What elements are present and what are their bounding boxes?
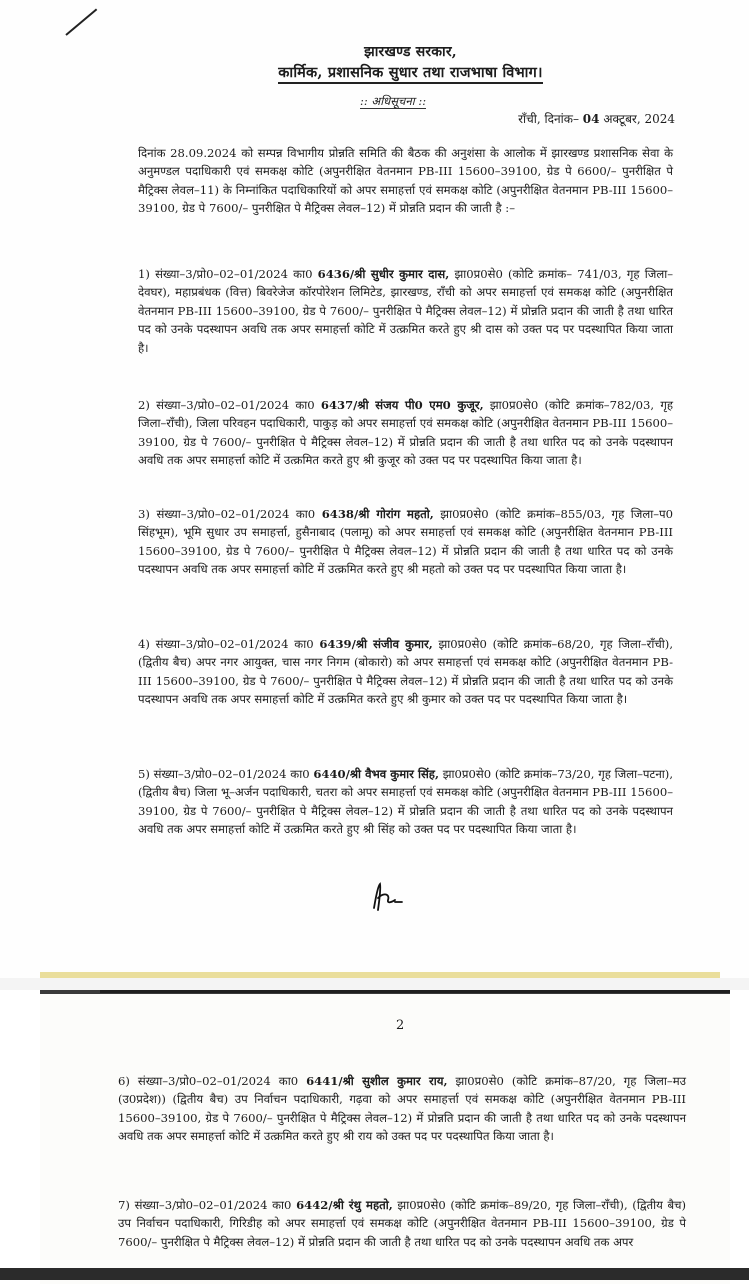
page-edge — [100, 990, 730, 993]
item-text: झा0प्र0से0 (कोटि क्रमांक–89/20, गृह जिला–राँची), (द्वितीय बैच) उप निर्वाचन पदाधिकारी, गिरिडीह को अपर समाहर्त्ता एवं समकक्ष कोटि (अपुनरीक्षित वेतनमान PB-III 15600–39100, ग्रेड पे 7600/– पुनरीक्षित पे मैट्रिक्स लेवल–12) में प्रोन्नति प्रदान की जाती है तथा धारित पद को उनके पदस्थापन अवधि तक अपर — [118, 1198, 686, 1249]
item-officer: 6436/श्री सुधीर कुमार दास, — [317, 267, 450, 281]
intro-paragraph: दिनांक 28.09.2024 को सम्पन्न विभागीय प्रोन्नति समिति की बैठक की अनुशंसा के आलोक में झारखण्ड प्रशासनिक सेवा के अनुमण्डल पदाधिकारी एवं समकक्ष कोटि (अपुनरीक्षित वेतनमान PB-III 15600–39100, ग्रेड पे 6600/– पुनरीक्षित पे मैट्रिक्स लेवल–11) के निम्नांकित पदाधिकारियों को अपर समाहर्त्ता एवं समकक्ष कोटि (अपुनरीक्षित वेतनमान PB-III 15600–39100, ग्रेड पे 7600/– पुनरीक्षित पे मैट्रिक्स लेवल–12) में प्रोन्नति प्रदान की जाती है :– — [138, 146, 673, 216]
item-lead: 3) संख्या–3/प्रो0–02–01/2024 का0 — [138, 507, 322, 521]
order-item-3 — [138, 505, 673, 579]
item-officer: 6441/श्री सुशील कुमार राय, — [306, 1074, 448, 1088]
heading-department-text: कार्मिक, प्रशासनिक सुधार तथा राजभाषा विभाग। — [278, 64, 542, 84]
page-number: 2 — [396, 1018, 405, 1033]
place-date — [518, 110, 675, 127]
item-text: झा0प्र0से0 (कोटि क्रमांक–73/20, गृह जिला–पटना), (द्वितीय बैच) जिला भू–अर्जन पदाधिकारी, चतरा को अपर समाहर्त्ता एवं समकक्ष कोटि (अपुनरीक्षित वेतनमान PB-III 15600–39100, ग्रेड पे 7600/– पुनरीक्षित पे मैट्रिक्स लेवल–12) में प्रोन्नति प्रदान की जाती है तथा धारित पद को उनके पदस्थापन अवधि तक अपर समाहर्त्ता कोटि में उत्क्रमित करते हुए श्री सिंह को उक्त पद पर पदस्थापित किया जाता है। — [138, 767, 674, 837]
item-text: झा0प्र0से0 (कोटि क्रमांक–782/03, गृह जिला–राँची), जिला परिवहन पदाधिकारी, पाकुड़ को अपर समाहर्त्ता एवं समकक्ष कोटि (अपुनरीक्षित वेतनमान PB-III 15600–39100, ग्रेड पे 7600/– पुनरीक्षित पे मैट्रिक्स लेवल–12) में प्रोन्नति प्रदान की जाती है तथा धारित पद को उनके पदस्थापन अवधि तक अपर समाहर्त्ता कोटि में उत्क्रमित करते हुए श्री कुजूर को उक्त पद पर पदस्थापित किया जाता है। — [138, 398, 674, 468]
place-date-day: 04 — [582, 112, 600, 126]
signature-initials — [368, 880, 408, 914]
item-text: झा0प्र0से0 (कोटि क्रमांक– 741/03, गृह जिला–देवघर), महाप्रबंधक (वित्त) बिवरेजेज कॉरपोरेशन लिमिटेड, झारखण्ड, राँची को अपर समाहर्त्ता एवं समकक्ष कोटि (अपुनरीक्षित वेतनमान PB-III 15600–39100, ग्रेड पे 7600/– पुनरीक्षित पे मैट्रिक्स लेवल–12) में प्रोन्नति प्रदान की जाती है तथा धारित पद को उनके पदस्थापन अवधि तक अपर समाहर्त्ता कोटि में उत्क्रमित करते हुए श्री दास को उक्त पद पर पदस्थापित किया जाता है। — [138, 267, 673, 355]
item-lead: 6) संख्या–3/प्रो0–02–01/2024 का0 — [118, 1074, 307, 1088]
item-officer: 6439/श्री संजीव कुमार, — [319, 637, 433, 651]
order-item-7 — [118, 1196, 686, 1251]
item-lead: 2) संख्या–3/प्रो0–02–01/2024 का0 — [138, 398, 321, 412]
item-text: झा0प्र0से0 (कोटि क्रमांक–855/03, गृह जिला–प0 सिंहभूम), भूमि सुधार उप समाहर्त्ता, हुसैनाबाद (पलामू) को अपर समाहर्त्ता एवं समकक्ष कोटि (अपुनरीक्षित वेतनमान PB-III 15600–39100, ग्रेड पे 7600/– पुनरीक्षित पे मैट्रिक्स लेवल–12) में प्रोन्नति प्रदान की जाती है तथा धारित पद को उनके पदस्थापन अवधि तक अपर समाहर्त्ता कोटि में उत्क्रमित करते हुए श्री महतो को उक्त पद पर पदस्थापित किया जाता है। — [138, 507, 673, 577]
page-edge-bottom — [0, 1268, 749, 1280]
notification-title — [360, 94, 426, 109]
item-lead: 1) संख्या–3/प्रो0–02–01/2024 का0 — [138, 267, 318, 281]
item-officer: 6440/श्री वैभव कुमार सिंह, — [313, 767, 440, 781]
notification-title-text: :: अधिसूचना :: — [360, 94, 427, 108]
heading-department — [36, 62, 749, 82]
item-officer: 6442/श्री रंथु महतो, — [296, 1198, 393, 1212]
item-lead: 7) संख्या–3/प्रो0–02–01/2024 का0 — [118, 1198, 297, 1212]
item-text: झा0प्र0से0 (कोटि क्रमांक–87/20, गृह जिला–मउ (उ0प्रदेश)) (द्वितीय बैच) उप निर्वाचन पदाधिकारी, गढ़वा को अपर समाहर्त्ता एवं समकक्ष कोटि (अपुनरीक्षित वेतनमान PB-III 15600–39100, ग्रेड पे 7600/– पुनरीक्षित पे मैट्रिक्स लेवल–12) में प्रोन्नति प्रदान की जाती है तथा धारित पद को उनके पदस्थापन अवधि तक अपर समाहर्त्ता कोटि में उत्क्रमित करते हुए श्री राय को उक्त पद पर पदस्थापित किया जाता है। — [118, 1074, 687, 1144]
item-officer: 6438/श्री गोरांग महतो, — [321, 507, 434, 521]
page-gap — [0, 978, 749, 990]
item-lead: 5) संख्या–3/प्रो0–02–01/2024 का0 — [138, 767, 314, 781]
order-item-2 — [138, 396, 673, 470]
order-item-1 — [138, 265, 673, 357]
order-item-6 — [118, 1072, 686, 1146]
order-item-5 — [138, 765, 673, 839]
item-lead: 4) संख्या–3/प्रो0–02–01/2024 का0 — [138, 637, 320, 651]
item-officer: 6437/श्री संजय पी0 एम0 कुजूर, — [320, 398, 484, 412]
place-date-rest: अक्टूबर, 2024 — [599, 112, 675, 126]
place-date-prefix: राँची, दिनांक– — [518, 112, 583, 126]
item-text: झा0प्र0से0 (कोटि क्रमांक–68/20, गृह जिला–राँची), (द्वितीय बैच) अपर नगर आयुक्त, चास नगर निगम (बोकारो) को अपर समाहर्त्ता एवं समकक्ष कोटि (अपुनरीक्षित वेतनमान PB-III 15600–39100, ग्रेड पे 7600/– पुनरीक्षित पे मैट्रिक्स लेवल–12) में प्रोन्नति प्रदान की जाती है तथा धारित पद को उनके पदस्थापन अवधि तक अपर समाहर्त्ता कोटि में उत्क्रमित करते हुए श्री कुमार को उक्त पद पर पदस्थापित किया जाता है। — [138, 637, 674, 707]
order-item-4 — [138, 635, 673, 709]
heading-government: झारखण्ड सरकार, — [364, 44, 457, 60]
